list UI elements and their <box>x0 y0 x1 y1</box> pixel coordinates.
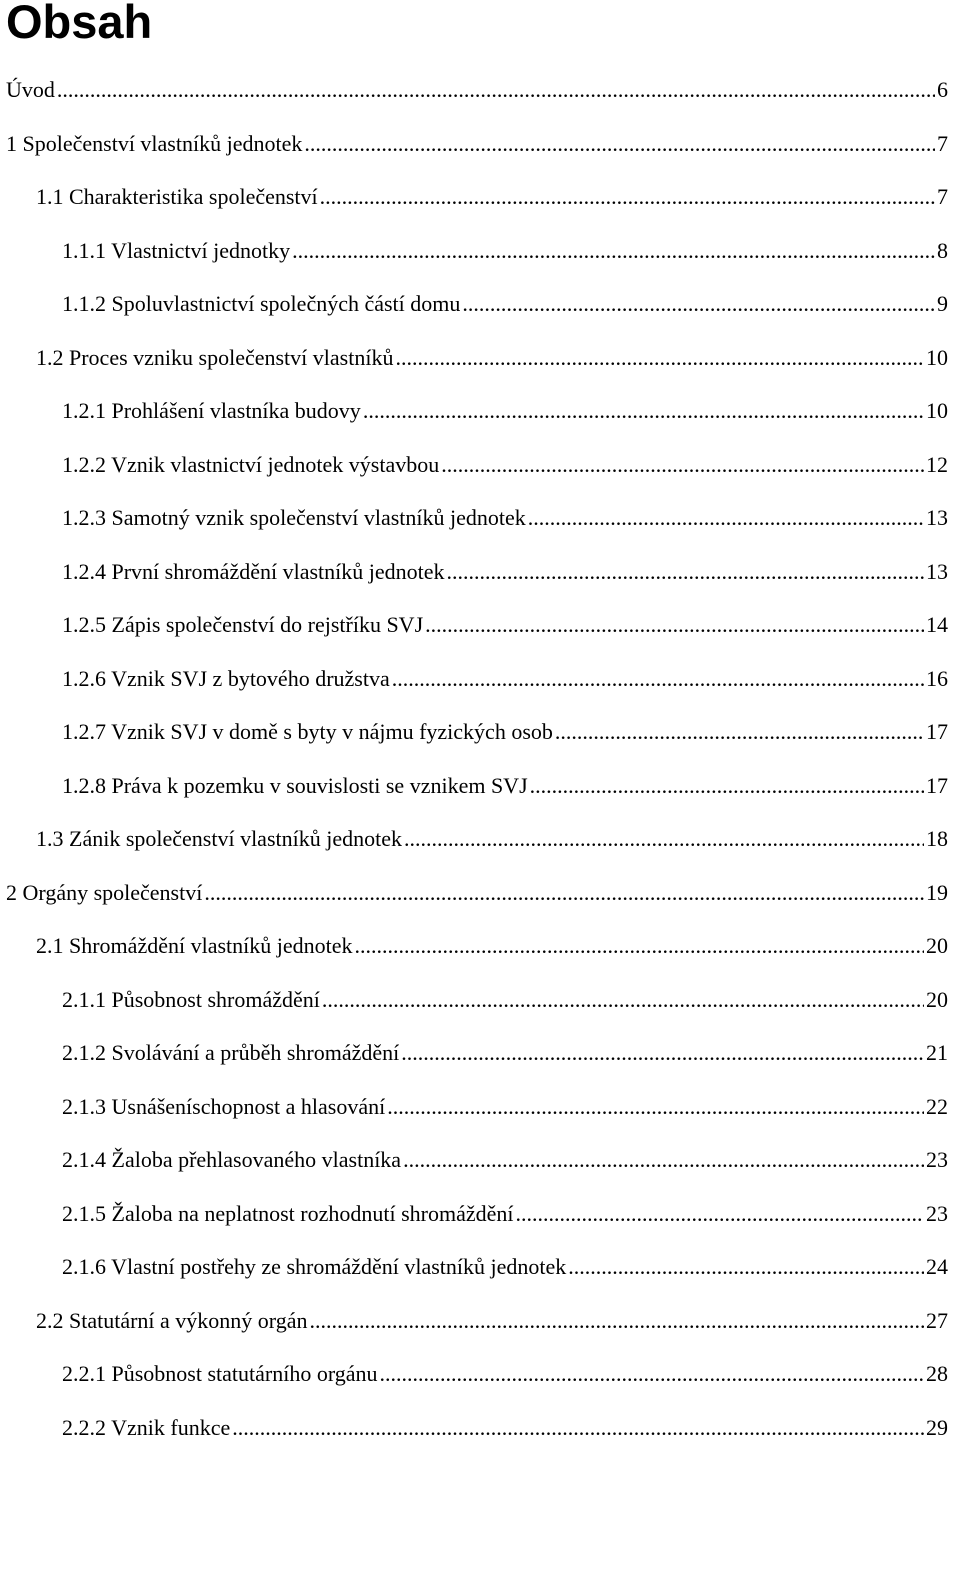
toc-entry-2-1-4[interactable] <box>0 1147 960 1201</box>
toc-leader-dots <box>516 1201 925 1227</box>
toc-leader-dots <box>387 1094 924 1120</box>
toc-page-number: 18 <box>926 826 948 851</box>
toc-page-number: 7 <box>937 130 948 156</box>
toc-entry-title: 1.1 Charakteristika společenství <box>36 184 318 209</box>
toc-entry-2-1-1[interactable] <box>0 987 960 1041</box>
toc-leader-dots <box>555 719 924 745</box>
toc-entry-2-1-2[interactable] <box>0 1040 960 1094</box>
toc-entry-title: Úvod <box>6 77 55 102</box>
toc-entry-2[interactable] <box>0 880 960 934</box>
toc-entry-title: 2 Orgány společenství <box>6 879 203 905</box>
toc-entry-1-2[interactable] <box>0 345 960 399</box>
toc-leader-dots <box>395 345 924 371</box>
toc-page-number: 14 <box>926 612 948 637</box>
toc-leader-dots <box>304 131 935 157</box>
toc-leader-dots <box>392 666 924 692</box>
toc-page-number: 21 <box>926 1040 948 1065</box>
toc-leader-dots <box>425 612 924 638</box>
toc-page-number: 27 <box>926 1307 948 1333</box>
toc-entry-title: 1.2.7 Vznik SVJ v domě s byty v nájmu fyzických osob <box>62 719 553 744</box>
toc-leader-dots <box>292 238 935 264</box>
toc-entry-1-1-2[interactable] <box>0 291 960 345</box>
toc-entry-title: 2.1.5 Žaloba na neplatnost rozhodnutí shromáždění <box>62 1200 514 1226</box>
toc-leader-dots <box>322 987 924 1013</box>
toc-leader-dots <box>403 1147 924 1173</box>
toc-leader-dots <box>441 452 924 478</box>
toc-entry-1-1-1[interactable] <box>0 238 960 292</box>
toc-entry-title: 1.2.1 Prohlášení vlastníka budovy <box>62 398 361 423</box>
toc-leader-dots <box>462 291 935 317</box>
toc-leader-dots <box>528 505 924 531</box>
toc-entry-title: 1.2.3 Samotný vznik společenství vlastníků jednotek <box>62 505 526 530</box>
toc-entry-2-1-6[interactable] <box>0 1254 960 1308</box>
toc-entry-2-2-1[interactable] <box>0 1361 960 1415</box>
toc-entry-1-2-7[interactable] <box>0 719 960 773</box>
toc-entry-1-3[interactable] <box>0 826 960 880</box>
toc-page-number: 19 <box>926 879 948 905</box>
toc-entry-2-1-3[interactable] <box>0 1094 960 1148</box>
toc-leader-dots <box>232 1415 924 1441</box>
table-of-contents <box>0 77 960 1468</box>
toc-page-number: 17 <box>926 772 948 798</box>
toc-entry-1[interactable] <box>0 131 960 185</box>
toc-leader-dots <box>447 559 925 585</box>
toc-page-number: 7 <box>937 184 948 209</box>
toc-page-number: 9 <box>937 291 948 316</box>
toc-page-number: 10 <box>926 344 948 370</box>
toc-entry-title: 1.2.5 Zápis společenství do rejstříku SVJ <box>62 612 424 637</box>
toc-leader-dots <box>204 880 924 906</box>
toc-page-number: 12 <box>926 451 948 477</box>
toc-leader-dots <box>404 826 924 852</box>
toc-entry-title: 2.2.2 Vznik funkce <box>62 1414 231 1440</box>
toc-entry-title: 2.1.6 Vlastní postřehy ze shromáždění vlastníků jednotek <box>62 1254 567 1279</box>
toc-leader-dots <box>401 1040 924 1066</box>
toc-leader-dots <box>530 773 924 799</box>
toc-entry-1-2-5[interactable] <box>0 612 960 666</box>
toc-page-number: 23 <box>926 1147 948 1172</box>
toc-entry-1-2-2[interactable] <box>0 452 960 506</box>
toc-entry-1-2-1[interactable] <box>0 398 960 452</box>
toc-page-number: 10 <box>926 398 948 423</box>
toc-page-number: 23 <box>926 1200 948 1226</box>
toc-entry-title: 2.1.1 Působnost shromáždění <box>62 986 320 1012</box>
toc-entry-title: 2.2 Statutární a výkonný orgán <box>36 1307 308 1333</box>
toc-leader-dots <box>57 77 935 103</box>
toc-entry-title: 1.2 Proces vzniku společenství vlastníků <box>36 344 394 370</box>
toc-page-number: 28 <box>926 1361 948 1386</box>
toc-page-number: 17 <box>926 719 948 744</box>
toc-page-number: 13 <box>926 558 948 584</box>
toc-entry-title: 2.1.4 Žaloba přehlasovaného vlastníka <box>62 1147 402 1172</box>
toc-entry-2-2-2[interactable] <box>0 1415 960 1469</box>
toc-leader-dots <box>380 1361 924 1387</box>
toc-entry-uvod[interactable] <box>0 77 960 131</box>
toc-entry-title: 1.2.6 Vznik SVJ z bytového družstva <box>62 665 390 691</box>
toc-entry-2-1[interactable] <box>0 933 960 987</box>
toc-entry-title: 1.2.4 První shromáždění vlastníků jednotek <box>62 558 445 584</box>
toc-entry-title: 1.2.8 Práva k pozemku v souvislosti se vznikem SVJ <box>62 772 528 798</box>
toc-entry-1-1[interactable] <box>0 184 960 238</box>
toc-page-number: 29 <box>926 1414 948 1440</box>
page-title: Obsah <box>6 0 153 48</box>
toc-page-number: 6 <box>937 77 948 102</box>
toc-entry-title: 2.2.1 Působnost statutárního orgánu <box>62 1361 378 1386</box>
toc-entry-1-2-8[interactable] <box>0 773 960 827</box>
toc-entry-title: 1.2.2 Vznik vlastnictví jednotek výstavbou <box>62 451 440 477</box>
toc-page-number: 20 <box>926 986 948 1012</box>
toc-entry-1-2-4[interactable] <box>0 559 960 613</box>
toc-entry-title: 2.1.2 Svolávání a průběh shromáždění <box>62 1040 400 1065</box>
toc-entry-title: 1 Společenství vlastníků jednotek <box>6 130 303 156</box>
toc-page-number: 22 <box>926 1093 948 1119</box>
toc-entry-1-2-3[interactable] <box>0 505 960 559</box>
toc-page-number: 20 <box>926 933 948 958</box>
toc-leader-dots <box>320 184 935 210</box>
toc-leader-dots <box>310 1308 925 1334</box>
toc-entry-2-2[interactable] <box>0 1308 960 1362</box>
toc-page-number: 24 <box>926 1254 948 1279</box>
toc-leader-dots <box>363 398 924 424</box>
toc-page-number: 16 <box>926 665 948 691</box>
toc-entry-title: 1.3 Zánik společenství vlastníků jednotek <box>36 826 402 851</box>
toc-page-number: 8 <box>937 237 948 263</box>
toc-entry-title: 2.1.3 Usnášeníschopnost a hlasování <box>62 1093 386 1119</box>
toc-entry-1-2-6[interactable] <box>0 666 960 720</box>
toc-entry-title: 2.1 Shromáždění vlastníků jednotek <box>36 933 353 958</box>
toc-entry-title: 1.1.2 Spoluvlastnictví společných částí domu <box>62 291 461 316</box>
toc-leader-dots <box>355 933 925 959</box>
toc-leader-dots <box>568 1254 924 1280</box>
toc-entry-title: 1.1.1 Vlastnictví jednotky <box>62 237 291 263</box>
toc-page-number: 13 <box>926 505 948 530</box>
toc-entry-2-1-5[interactable] <box>0 1201 960 1255</box>
